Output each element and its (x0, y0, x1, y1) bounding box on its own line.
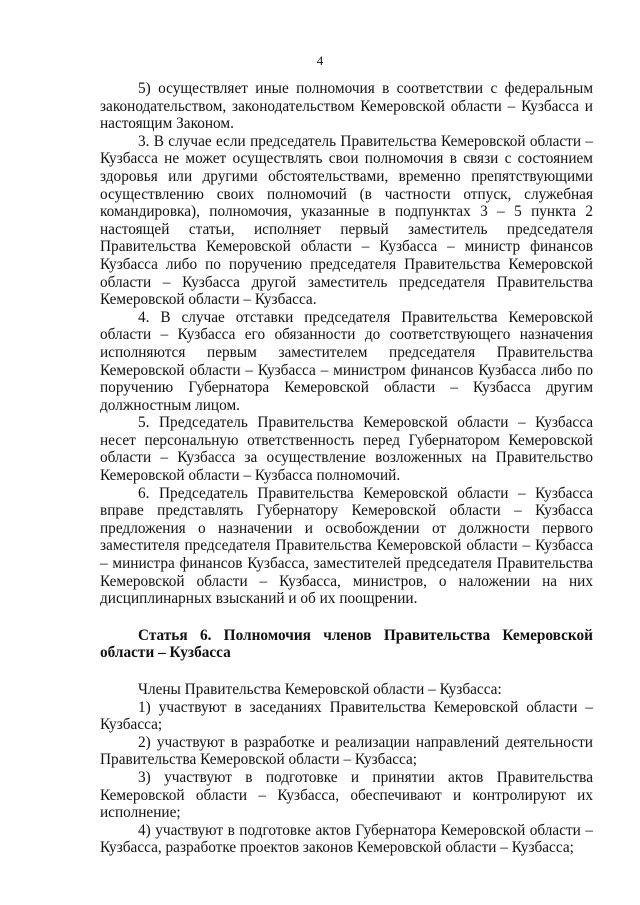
paragraph-members-item-1: 1) участвуют в заседаниях Правительства Кемеровской области – Кузбасса; (100, 698, 593, 734)
paragraph-point-4: 4. В случае отставки председателя Правительства Кемеровской области – Кузбасса его обязанности до соответствующего назначения исполняются первым заместителем председателя Правительства Кемеровской области – Кузбасса – министром финансов Кузбасса либо по поручению Губернатора Кемеровской области – Кузбасса другим должностным лицом. (100, 308, 593, 414)
paragraph-point-5: 5. Председатель Правительства Кемеровской области – Кузбасса несет персональную ответственность перед Губернатором Кемеровской области – Кузбасса за осуществление возложенных на Правительство Кемеровской области – Кузбасса полномочий. (100, 414, 593, 485)
paragraph-members-item-2: 2) участвуют в разработке и реализации направлений деятельности Правительства Кемеровской области – Кузбасса; (100, 733, 593, 769)
paragraph-item-5: 5) осуществляет иные полномочия в соответствии с федеральным законодательством, законодательством Кемеровской области – Кузбасса и настоящим Законом. (100, 80, 593, 133)
paragraph-members-item-4: 4) участвуют в подготовке актов Губернатора Кемеровской области – Кузбасса, разработке проектов законов Кемеровской области – Кузбасса; (100, 821, 593, 857)
page-number: 4 (316, 53, 324, 68)
article-heading: Статья 6. Полномочия членов Правительства Кемеровской области – Кузбасса (100, 626, 593, 662)
document-body (100, 80, 593, 857)
paragraph-members-item-3: 3) участвуют в подготовке и принятии актов Правительства Кемеровской области – Кузбасса, обеспечивают и контролируют их исполнение; (100, 768, 593, 822)
paragraph-members-intro: Члены Правительства Кемеровской области – Кузбасса: (138, 681, 502, 698)
paragraph-point-3: 3. В случае если председатель Правительства Кемеровской области – Кузбасса не может осуществлять свои полномочия в связи с состоянием здоровья или другими обстоятельствами, временно препятствующими осуществлению своих полномочий (в частности отпуск, служебная командировка), полномочия, указанные в подпунктах 3 – 5 пункта 2 настоящей статьи, исполняет первый заместитель председателя Правительства Кемеровской области – Кузбасса – министр финансов Кузбасса либо по поручению председателя Правительства Кемеровской области – Кузбасса другой заместитель председателя Правительства Кемеровской области – Кузбасса. (100, 132, 593, 309)
paragraph-point-6: 6. Председатель Правительства Кемеровской области – Кузбасса вправе представлять Губернатору Кемеровской области – Кузбасса предложения о назначении и освобождении от должности первого заместителя председателя Правительства Кемеровской области – Кузбасса – министра финансов Кузбасса, заместителей председателя Правительства Кемеровской области – Кузбасса, министров, о наложении на них дисциплинарных взысканий и об их поощрении. (100, 484, 593, 608)
